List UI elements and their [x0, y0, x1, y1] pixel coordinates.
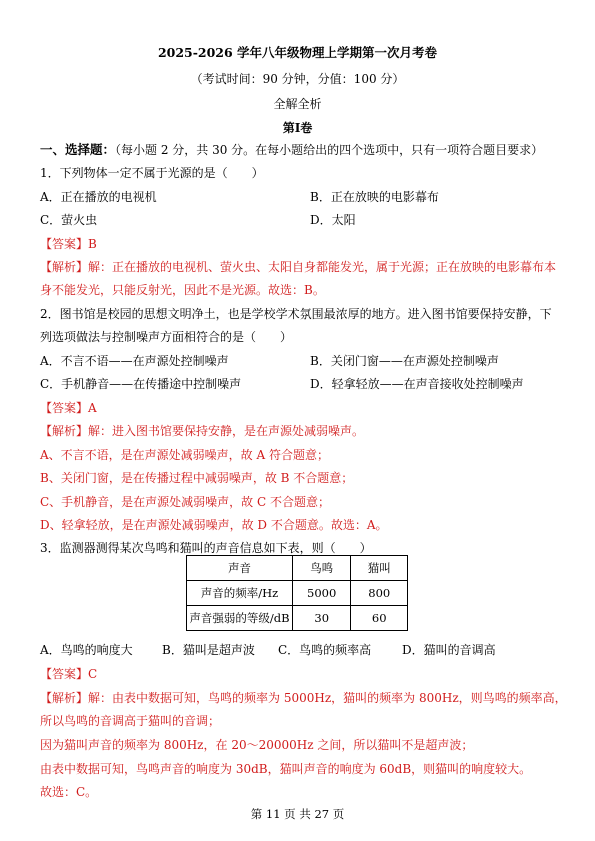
answer-label: 【答案】	[40, 401, 89, 415]
table-cell: 30	[292, 606, 351, 631]
q1-option-c: C．萤火虫	[40, 213, 98, 227]
section-title: 一、选择题：	[40, 142, 116, 157]
q3-data-table	[186, 555, 408, 631]
subtitle: 全解全析	[273, 97, 322, 111]
exam-info: （考试时间：90 分钟，分值：100 分）	[190, 72, 405, 86]
analysis-text: 解：进入图书馆要保持安静，是在声源处减弱噪声。	[88, 424, 365, 438]
table-cell: 声音强弱的等级/dB	[187, 606, 293, 631]
table-cell: 60	[351, 606, 408, 631]
q3-analysis-line-1	[40, 690, 567, 706]
q2-analysis-line-5: D、轻拿轻放，是在声源处减弱噪声，故 D 不合题意。故选：A。	[40, 518, 388, 532]
q1-stem: 1．下列物体一定不属于光源的是（ ）	[40, 166, 264, 180]
q3-analysis-line-4: 由表中数据可知，鸟鸣声音的响度为 30dB，猫叫声音的响度为 60dB，则猫叫的响度较大。	[40, 762, 532, 776]
analysis-label: 【解析】	[40, 424, 89, 438]
q1-answer	[40, 236, 97, 252]
q3-option-b: B．猫叫是超声波	[162, 643, 255, 657]
volume-label: 第Ⅰ卷	[282, 121, 313, 135]
answer-label: 【答案】	[40, 237, 89, 251]
q2-option-d: D．轻拿轻放——在声音接收处控制噪声	[310, 377, 524, 391]
q3-answer	[40, 666, 97, 682]
table-cell: 声音的频率/Hz	[187, 581, 293, 606]
q3-stem: 3．监测器测得某次鸟鸣和猫叫的声音信息如下表，则（ ）	[40, 541, 372, 555]
exam-title: 2025-2026 学年八年级物理上学期第一次月考卷	[157, 45, 438, 60]
table-header-cell: 声音	[187, 556, 293, 581]
q3-option-d: D．猫叫的音调高	[402, 643, 496, 657]
q1-option-d: D．太阳	[310, 213, 356, 227]
q1-option-a: A．正在播放的电视机	[40, 190, 157, 204]
q2-stem-line-2: 列选项做法与控制噪声方面相符合的是（ ）	[40, 330, 293, 344]
analysis-label: 【解析】	[40, 691, 89, 705]
answer-value: A	[88, 401, 97, 415]
q2-stem-line-1: 2．图书馆是校园的思想文明净土，也是学校学术氛围最浓厚的地方。进入图书馆要保持安静，下	[40, 307, 552, 321]
q3-analysis-line-5: 故选：C。	[40, 785, 98, 799]
answer-value: B	[88, 237, 97, 251]
answer-value: C	[88, 667, 98, 681]
q2-analysis-line-1	[40, 423, 364, 439]
q1-option-b: B．正在放映的电影幕布	[310, 190, 439, 204]
q1-analysis-line-2: 身不能发光，只能反射光，因此不是光源。故选：B。	[40, 283, 325, 297]
q1-analysis-line-1	[40, 259, 556, 275]
answer-label: 【答案】	[40, 667, 89, 681]
q3-analysis-line-3: 因为猫叫声音的频率为 800Hz，在 20～20000Hz 之间，所以猫叫不是超声波；	[40, 738, 474, 752]
table-row	[187, 581, 408, 606]
q2-analysis-line-2: A、不言不语，是在声源处减弱噪声，故 A 符合题意；	[40, 448, 329, 462]
section-heading	[40, 142, 543, 158]
table-row	[187, 606, 408, 631]
q2-answer	[40, 400, 97, 416]
table-header-cell: 猫叫	[351, 556, 408, 581]
q2-analysis-line-3: B、关闭门窗，是在传播过程中减弱噪声，故 B 不合题意；	[40, 471, 354, 485]
section-instructions: （每小题 2 分，共 30 分。在每小题给出的四个选项中，只有一项符合题目要求）	[115, 143, 544, 157]
table-cell: 800	[351, 581, 408, 606]
page-number: 第 11 页 共 27 页	[250, 807, 345, 821]
q2-option-a: A．不言不语——在声源处控制噪声	[40, 354, 229, 368]
analysis-text: 解：由表中数据可知，鸟鸣的频率为 5000Hz，猫叫的频率为 800Hz，则鸟鸣的频率高，	[88, 691, 567, 705]
q2-analysis-line-4: C、手机静音，是在声源处减弱噪声，故 C 不合题意；	[40, 495, 330, 509]
q2-option-c: C．手机静音——在传播途中控制噪声	[40, 377, 242, 391]
q3-analysis-line-2: 所以鸟鸣的音调高于猫叫的音调；	[40, 714, 221, 728]
analysis-label: 【解析】	[40, 260, 89, 274]
analysis-text: 解：正在播放的电视机、萤火虫、太阳自身都能发光，属于光源；正在放映的电影幕布本	[88, 260, 557, 274]
table-cell: 5000	[292, 581, 351, 606]
q3-option-c: C．鸟鸣的频率高	[278, 643, 372, 657]
table-header-cell: 鸟鸣	[292, 556, 351, 581]
q2-option-b: B．关闭门窗——在声源处控制噪声	[310, 354, 499, 368]
q3-option-a: A．鸟鸣的响度大	[40, 643, 133, 657]
table-header-row	[187, 556, 408, 581]
